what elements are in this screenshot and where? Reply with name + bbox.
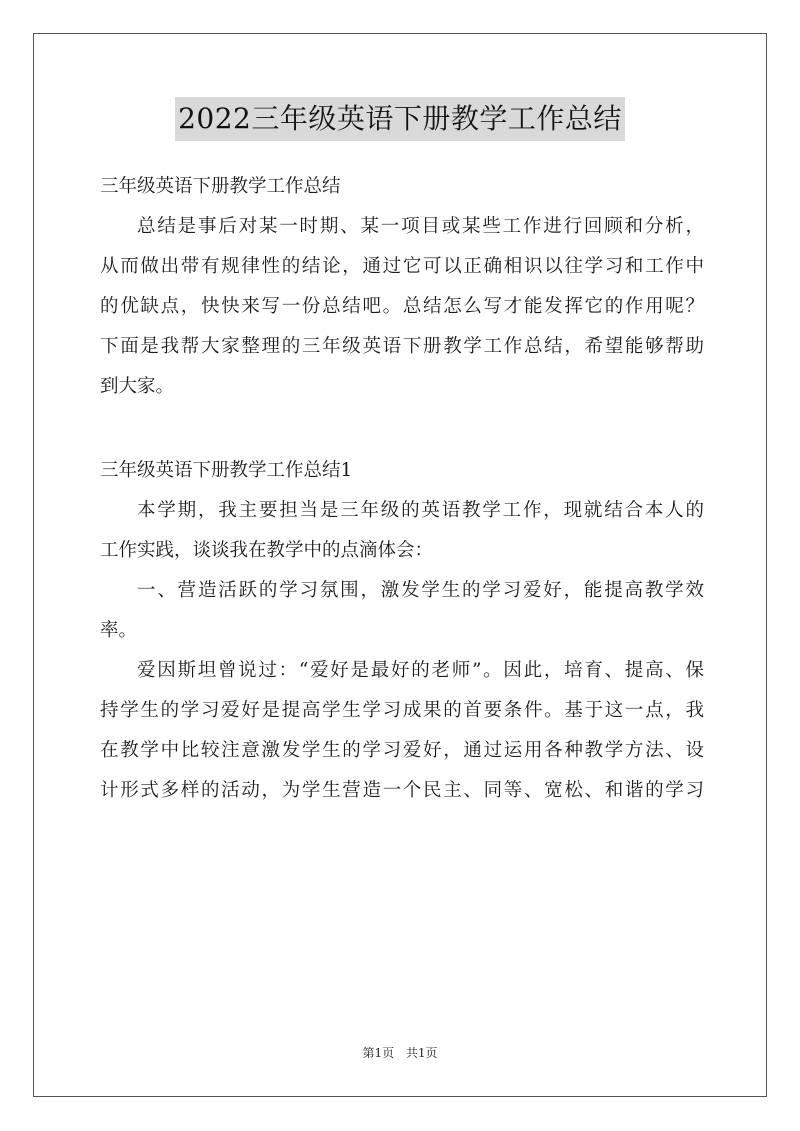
document-title: 2022三年级英语下册教学工作总结 bbox=[175, 97, 625, 141]
paragraph-line: 到大家。 bbox=[100, 376, 175, 397]
paragraph-line: 持学生的学习爱好是提高学生学习成果的首要条件。基于这一点，我 bbox=[100, 700, 704, 721]
paragraph-line: 总结是事后对某一时期、某一项目或某些工作进行回顾和分析， bbox=[137, 216, 704, 237]
paragraph-line: 工作实践，谈谈我在教学中的点滴体会： bbox=[100, 540, 434, 561]
paragraph-line: 下面是我帮大家整理的三年级英语下册教学工作总结，希望能够帮助 bbox=[100, 336, 704, 357]
paragraph-line: 本学期，我主要担当是三年级的英语教学工作，现就结合本人的 bbox=[137, 500, 704, 521]
page-total: 共1页 bbox=[405, 1046, 438, 1060]
page-number: 第1页 bbox=[362, 1046, 395, 1060]
paragraph-line: 从而做出带有规律性的结论，通过它可以正确相识以往学习和工作中 bbox=[100, 256, 704, 277]
spacer bbox=[100, 407, 704, 451]
paragraph-line: 爱因斯坦曾说过：“爱好是最好的老师”。因此，培育、提高、保 bbox=[137, 660, 704, 681]
document-body bbox=[100, 167, 704, 811]
document-subtitle: 三年级英语下册教学工作总结 bbox=[100, 176, 341, 197]
section-heading: 三年级英语下册教学工作总结1 bbox=[100, 460, 353, 481]
paragraph-line: 在教学中比较注意激发学生的学习爱好，通过运用各种教学方法、设 bbox=[100, 740, 704, 761]
paragraph-line: 计形式多样的活动，为学生营造一个民主、同等、宽松、和谐的学习 bbox=[100, 780, 704, 801]
title-container bbox=[0, 97, 800, 141]
paragraph-line: 率。 bbox=[100, 620, 138, 641]
paragraph-line: 的优缺点，快快来写一份总结吧。总结怎么写才能发挥它的作用呢？ bbox=[100, 296, 704, 317]
page-footer bbox=[0, 1044, 800, 1061]
paragraph-line: 一、营造活跃的学习氛围，激发学生的学习爱好，能提高教学效 bbox=[137, 580, 704, 601]
